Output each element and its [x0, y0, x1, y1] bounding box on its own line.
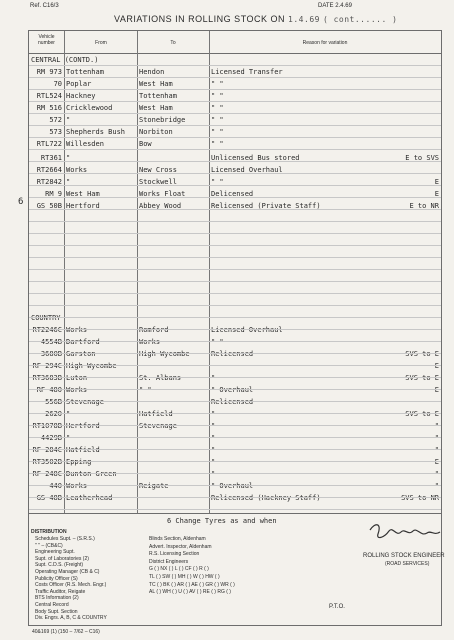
- row-rule: [29, 137, 441, 138]
- table-row: [29, 372, 441, 384]
- from-depot: Hackney: [66, 92, 96, 100]
- to-depot: Tottenham: [139, 92, 177, 100]
- distribution-recipient: AL ( ) WH ( ) U ( ) AV ( ) RE ( ) RG ( ): [149, 589, 231, 596]
- row-rule: [29, 473, 441, 474]
- vehicle-number: RT361: [40, 154, 62, 162]
- row-rule: [29, 329, 441, 330]
- from-depot: ": [66, 178, 71, 186]
- row-rule: [29, 173, 441, 174]
- to-depot: Reigate: [139, 482, 169, 490]
- distribution-recipient: BTS Information (2): [35, 595, 79, 602]
- vehicle-number: RT2246C: [32, 326, 62, 334]
- from-depot: Willesden: [66, 140, 104, 148]
- row-rule: [29, 365, 441, 366]
- reason-for-variation: " ": [211, 140, 224, 148]
- from-depot: Works: [66, 326, 88, 334]
- vehicle-number: GS 50B: [36, 202, 62, 210]
- from-depot: Works: [66, 482, 88, 490]
- reason-for-variation: ": [211, 458, 216, 466]
- row-rule: [29, 281, 441, 282]
- vehicle-number: RF 294C: [32, 362, 62, 370]
- table-header: [29, 31, 441, 54]
- vehicle-number: RM 516: [36, 104, 62, 112]
- category-change: SVS to NR: [401, 494, 439, 502]
- to-depot: St. Albans: [139, 374, 182, 382]
- table-row: [29, 420, 441, 432]
- row-rule: [29, 353, 441, 354]
- row-rule: [29, 125, 441, 126]
- document-date: DATE 2.4.69: [318, 3, 352, 9]
- vehicle-number: 4554B: [40, 338, 62, 346]
- row-rule: [29, 389, 441, 390]
- table-row: [29, 164, 441, 176]
- vehicle-number: RTL524: [36, 92, 62, 100]
- vehicle-number: 440: [49, 482, 62, 490]
- from-depot: Shepherds Bush: [66, 128, 126, 136]
- to-depot: Works Float: [139, 190, 186, 198]
- title-text: VARIATIONS IN ROLLING STOCK ON: [114, 14, 286, 24]
- vehicle-number: 4429B: [40, 434, 62, 442]
- from-depot: Poplar: [66, 80, 92, 88]
- category-change: ": [434, 446, 439, 454]
- vehicle-number: RF 480: [36, 386, 62, 394]
- reason-for-variation: ": [211, 434, 216, 442]
- table-row: [29, 360, 441, 372]
- row-rule: [29, 497, 441, 498]
- reason-for-variation: Licensed Overhaul: [211, 326, 283, 334]
- category-change: ": [434, 470, 439, 478]
- row-rule: [29, 245, 441, 246]
- table-row: [29, 336, 441, 348]
- table-row: [29, 396, 441, 408]
- reason-for-variation: ": [211, 374, 216, 382]
- reason-for-variation: " ": [211, 128, 224, 136]
- to-depot: West Ham: [139, 80, 173, 88]
- section-central: CENTRAL (CONTD.): [31, 56, 99, 64]
- to-depot: New Cross: [139, 166, 177, 174]
- to-depot: Romford: [139, 326, 169, 334]
- from-depot: ": [66, 434, 71, 442]
- distribution-heading: DISTRIBUTION: [31, 529, 67, 535]
- table-row: [29, 492, 441, 504]
- category-change: E: [434, 386, 439, 394]
- reason-for-variation: " ": [211, 338, 224, 346]
- row-rule: [29, 209, 441, 210]
- form-footer: 40&169 (1) (150 – 7/62 – C16): [32, 629, 100, 635]
- table-row: [29, 188, 441, 200]
- row-rule: [29, 113, 441, 114]
- distribution-recipient: Supt. of Laboratories (2): [35, 555, 89, 562]
- distribution-recipient: Engineering Supt.: [35, 549, 75, 556]
- distribution-recipient: Supt. C.D.S. (Freight): [35, 562, 84, 569]
- from-depot: Dartford: [66, 338, 100, 346]
- title-note: ( cont...... ): [322, 15, 398, 24]
- category-change: E: [434, 178, 439, 186]
- from-depot: Hertford: [66, 422, 100, 430]
- table-row: [29, 444, 441, 456]
- category-change: E: [434, 458, 439, 466]
- document-title: [114, 14, 397, 24]
- handwritten-note: 6 Change Tyres as and when: [167, 517, 277, 525]
- distribution-recipient: Central Record: [35, 602, 69, 608]
- vehicle-number: RT1078B: [32, 422, 62, 430]
- table-row: [29, 152, 441, 164]
- row-rule: [29, 233, 441, 234]
- reason-for-variation: " Overhaul: [211, 386, 254, 394]
- pto-text: P.T.O.: [329, 604, 345, 610]
- vehicle-number: 572: [49, 116, 62, 124]
- header-vehicle: Vehicle number: [38, 34, 55, 46]
- reason-for-variation: Relicensed: [211, 350, 254, 358]
- distribution-recipient: Publicity Officer (S): [35, 575, 78, 582]
- from-depot: Works: [66, 386, 88, 394]
- table-row: [29, 468, 441, 480]
- distribution-recipient: R.S. Licensing Section: [149, 551, 200, 558]
- table-row: [29, 176, 441, 188]
- from-depot: Luton: [66, 374, 88, 382]
- to-depot: Abbey Wood: [139, 202, 182, 210]
- row-rule: [29, 437, 441, 438]
- reason-for-variation: Licensed Transfer: [211, 68, 283, 76]
- category-change: ": [434, 422, 439, 430]
- table-row: [29, 480, 441, 492]
- row-rule: [29, 425, 441, 426]
- reason-for-variation: Relicensed (Hackney Staff): [211, 494, 321, 502]
- from-depot: Hertford: [66, 202, 100, 210]
- table-row: [29, 200, 441, 212]
- reason-for-variation: Relicensed (Private Staff): [211, 202, 321, 210]
- reason-for-variation: " ": [211, 116, 224, 124]
- to-depot: High Wycombe: [139, 350, 190, 358]
- distribution-recipient: Operating Manager (CB & C): [35, 569, 100, 575]
- table-row: [29, 384, 441, 396]
- to-depot: West Ham: [139, 104, 173, 112]
- reason-for-variation: Licensed Overhaul: [211, 166, 283, 174]
- section-country: COUNTRY: [31, 314, 61, 322]
- reason-for-variation: " Overhaul: [211, 482, 254, 490]
- title-date: 1.4.69: [288, 15, 320, 24]
- vehicle-number: 2620: [45, 410, 62, 418]
- engineer-title: ROLLING STOCK ENGINEER: [363, 553, 445, 559]
- distribution-recipient: Schedules Supt. – (S.R.S.): [35, 536, 95, 542]
- header-from: From: [95, 40, 107, 46]
- distribution-recipient: TL ( ) SW ( ) MH ( ) W ( ) HW ( ): [149, 574, 220, 580]
- reason-for-variation: Delicensed: [211, 190, 254, 198]
- to-depot: Bow: [139, 140, 152, 148]
- from-depot: Tottenham: [66, 68, 104, 76]
- row-rule: [29, 449, 441, 450]
- distribution-recipient: Costs Officer (R.S. Mech. Engr.): [35, 582, 107, 589]
- row-rule: [29, 77, 441, 78]
- row-rule: [29, 485, 441, 486]
- vehicle-number: RT3502B: [32, 458, 62, 466]
- from-depot: West Ham: [66, 190, 100, 198]
- distribution-recipient: Div. Engrs. A, B, C & COUNTRY: [35, 615, 107, 622]
- row-rule: [29, 461, 441, 462]
- from-depot: Epping: [66, 458, 92, 466]
- distribution-recipient: Blinds Section, Aldenham: [149, 536, 206, 542]
- category-change: E: [434, 362, 439, 370]
- row-rule: [29, 269, 441, 270]
- to-depot: Stockwell: [139, 178, 177, 186]
- row-rule: [29, 377, 441, 378]
- vehicle-number: RM 973: [36, 68, 62, 76]
- reason-for-variation: " ": [211, 178, 224, 186]
- reference-number: Ref. C16/3: [30, 3, 59, 9]
- category-change: SVS to E: [405, 374, 439, 382]
- from-depot: Hatfield: [66, 446, 100, 454]
- row-rule: [29, 413, 441, 414]
- from-depot: ": [66, 154, 71, 162]
- reason-for-variation: ": [211, 470, 216, 478]
- from-depot: High Wycombe: [66, 362, 117, 370]
- row-rule: [29, 65, 441, 66]
- table-row: [29, 348, 441, 360]
- reason-for-variation: ": [211, 410, 216, 418]
- category-change: E to NR: [409, 202, 439, 210]
- reason-for-variation: " ": [211, 104, 224, 112]
- vehicle-number: RF 248C: [32, 470, 62, 478]
- vehicle-number: 70: [53, 80, 62, 88]
- vehicle-number: RT2664: [36, 166, 62, 174]
- from-depot: ": [66, 116, 71, 124]
- from-depot: Dunton Green: [66, 470, 117, 478]
- distribution-recipient: TC ( ) BK ( ) AR ( ) AE ( ) GR ( ) WR ( ): [149, 581, 235, 588]
- distribution-recipient: District Engineers: [149, 558, 189, 565]
- engineer-subtitle: (ROAD SERVICES): [385, 561, 430, 567]
- reason-for-variation: " ": [211, 92, 224, 100]
- from-depot: Leatherhead: [66, 494, 113, 502]
- row-rule: [29, 197, 441, 198]
- distribution-recipient: " " – (CB&C): [35, 542, 63, 549]
- row-rule: [29, 89, 441, 90]
- distribution-recipient: Advert. Inspector, Aldenham: [149, 543, 212, 550]
- row-rule: [29, 509, 441, 510]
- table-row: [29, 324, 441, 336]
- row-rule: [29, 161, 441, 162]
- distribution-recipient: Traffic Auditor, Reigate: [35, 588, 86, 595]
- reason-for-variation: Relicensed: [211, 398, 254, 406]
- to-depot: Hatfield: [139, 410, 173, 418]
- row-rule: [29, 149, 441, 150]
- to-depot: Hendon: [139, 68, 165, 76]
- row-rule: [29, 317, 441, 318]
- row-rule: [29, 101, 441, 102]
- row-rule: [29, 293, 441, 294]
- variations-table: [28, 30, 442, 514]
- vehicle-number: GS 48B: [36, 494, 62, 502]
- reason-for-variation: " ": [211, 80, 224, 88]
- vehicle-number: RTL722: [36, 140, 62, 148]
- category-change: E: [434, 190, 439, 198]
- to-depot: Stevenage: [139, 422, 177, 430]
- from-depot: Cricklewood: [66, 104, 113, 112]
- vehicle-number: RT3683B: [32, 374, 62, 382]
- reason-for-variation: Unlicensed Bus stored: [211, 154, 300, 162]
- row-rule: [29, 221, 441, 222]
- row-rule: [29, 305, 441, 306]
- category-change: SVS to E: [405, 350, 439, 358]
- to-depot: Stonebridge: [139, 116, 186, 124]
- category-change: SVS to E: [405, 410, 439, 418]
- signature: [360, 520, 450, 550]
- vehicle-number: 3680B: [40, 350, 62, 358]
- from-depot: Works: [66, 166, 88, 174]
- from-depot: Garston: [66, 350, 96, 358]
- vehicle-number: 556B: [45, 398, 62, 406]
- to-depot: Works: [139, 338, 161, 346]
- row-rule: [29, 401, 441, 402]
- reason-for-variation: ": [211, 422, 216, 430]
- from-depot: ": [66, 410, 71, 418]
- header-reason: Reason for variation: [302, 40, 348, 46]
- table-row: [29, 432, 441, 444]
- header-to: To: [170, 40, 176, 46]
- vehicle-number: RT2842: [36, 178, 62, 186]
- category-change: E to SVS: [405, 154, 439, 162]
- vehicle-number: RM 9: [45, 190, 62, 198]
- table-row: [29, 408, 441, 420]
- reason-for-variation: ": [211, 446, 216, 454]
- from-depot: Stevenage: [66, 398, 104, 406]
- category-change: ": [434, 482, 439, 490]
- distribution-recipient: G ( ) NX ( ) L ( ) CF ( ) R ( ): [149, 566, 209, 573]
- row-rule: [29, 257, 441, 258]
- margin-mark: 6: [18, 197, 24, 207]
- to-depot: Norbiton: [139, 128, 173, 136]
- row-rule: [29, 185, 441, 186]
- vehicle-number: 573: [49, 128, 62, 136]
- category-change: ": [434, 434, 439, 442]
- distribution-recipient: Body Supt. Section: [35, 608, 78, 615]
- row-rule: [29, 341, 441, 342]
- table-row: [29, 456, 441, 468]
- to-depot: " ": [139, 386, 152, 394]
- vehicle-number: RF 284C: [32, 446, 62, 454]
